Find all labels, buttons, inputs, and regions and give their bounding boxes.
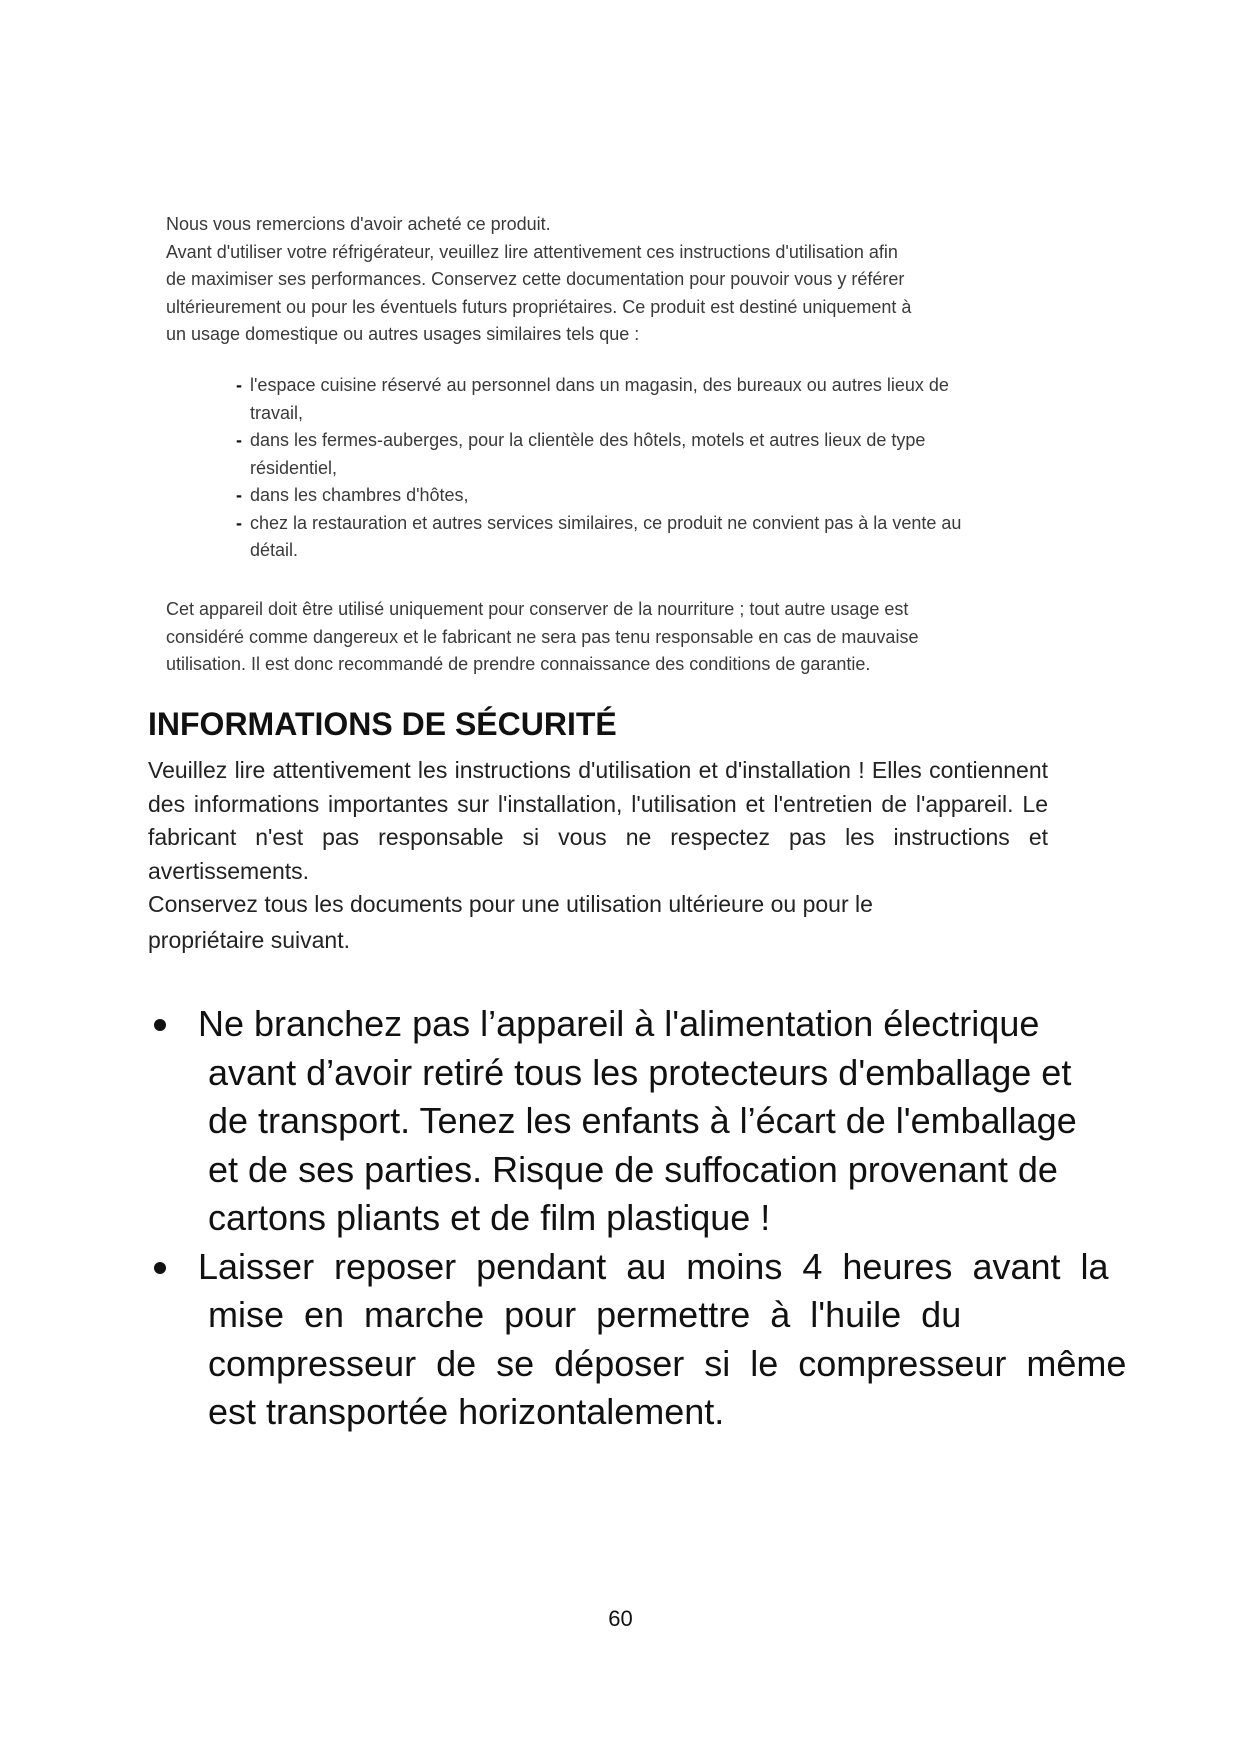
dash-marker: -	[236, 485, 242, 505]
section-title: INFORMATIONS DE SÉCURITÉ	[148, 706, 617, 742]
bullet-line: de transport. Tenez les enfants à l’écart de l'emballage	[208, 1100, 1077, 1141]
usage-list	[236, 372, 1056, 565]
bullet-line: compresseur de se déposer si le compresseur même	[208, 1342, 1127, 1384]
intro-line: Avant d'utiliser votre réfrigérateur, veuillez lire attentivement ces instructions d'utilisation afin	[166, 241, 898, 262]
safety-text: propriétaire suivant.	[148, 926, 350, 953]
intro-paragraph	[166, 211, 1066, 349]
usage-warning-paragraph	[166, 596, 1046, 679]
page-number: 60	[608, 1606, 633, 1631]
bullet-line: Ne branchez pas l’appareil à l'alimentation électrique	[198, 1003, 1040, 1044]
list-item	[236, 427, 1056, 482]
list-item-text: dans les chambres d'hôtes,	[250, 485, 469, 505]
outro-line: considéré comme dangereux et le fabricant ne sera pas tenu responsable en cas de mauvaise	[166, 626, 919, 647]
list-item	[236, 372, 1056, 427]
outro-line: Cet appareil doit être utilisé uniquement pour conserver de la nourriture ; tout autre usage est	[166, 599, 909, 619]
bullet-dot-icon	[154, 1019, 166, 1031]
safety-text: Veuillez lire attentivement les instructions d'utilisation et d'installation ! Elles contiennent des informations importantes sur l'installation, l'utilisation et l'entretien de l'appareil. Le fabricant n'est pas responsable si vous ne respectez pas les instructions et avertissements.	[148, 757, 1048, 884]
list-item-text: l'espace cuisine réservé au personnel dans un magasin, des bureaux ou autres lieux de	[250, 375, 949, 395]
list-item-text: travail,	[250, 402, 304, 423]
outro-line: utilisation. Il est donc recommandé de prendre connaissance des conditions de garantie.	[166, 654, 871, 674]
list-item-text: résidentiel,	[250, 457, 338, 478]
warning-bullets	[148, 1000, 1127, 1437]
intro-line: ultérieurement ou pour les éventuels futurs propriétaires. Ce produit est destiné uniquement à	[166, 296, 912, 317]
bullet-line: est transportée horizontalement.	[208, 1391, 725, 1432]
intro-line: de maximiser ses performances. Conservez cette documentation pour pouvoir vous y référer	[166, 269, 905, 289]
list-item	[236, 510, 1056, 565]
safety-text: Conservez tous les documents pour une utilisation ultérieure ou pour le	[148, 891, 873, 917]
list-item-text: chez la restauration et autres services similaires, ce produit ne convient pas à la vente au	[250, 512, 962, 533]
bullet-item	[148, 1243, 1127, 1437]
bullet-line: cartons pliants et de film plastique !	[208, 1197, 771, 1238]
list-item-text: détail.	[250, 540, 299, 560]
dash-marker: -	[236, 375, 242, 395]
dash-marker: -	[236, 512, 242, 533]
bullet-line: Laisser reposer pendant au moins 4 heures avant la	[198, 1245, 1109, 1287]
bullet-item	[148, 1000, 1088, 1243]
safety-paragraph	[148, 754, 1048, 957]
bullet-dot-icon	[154, 1262, 166, 1274]
bullet-line: et de ses parties. Risque de suffocation provenant de	[208, 1148, 1058, 1190]
list-item	[236, 482, 1056, 510]
dash-marker: -	[236, 430, 242, 450]
list-item-text: dans les fermes-auberges, pour la clientèle des hôtels, motels et autres lieux de type	[250, 430, 926, 450]
intro-line: Nous vous remercions d'avoir acheté ce produit.	[166, 214, 551, 234]
bullet-line: avant d’avoir retiré tous les protecteurs d'emballage et	[208, 1051, 1072, 1093]
bullet-line: mise en marche pour permettre à l'huile du	[208, 1294, 962, 1335]
intro-line: un usage domestique ou autres usages similaires tels que :	[166, 324, 640, 344]
